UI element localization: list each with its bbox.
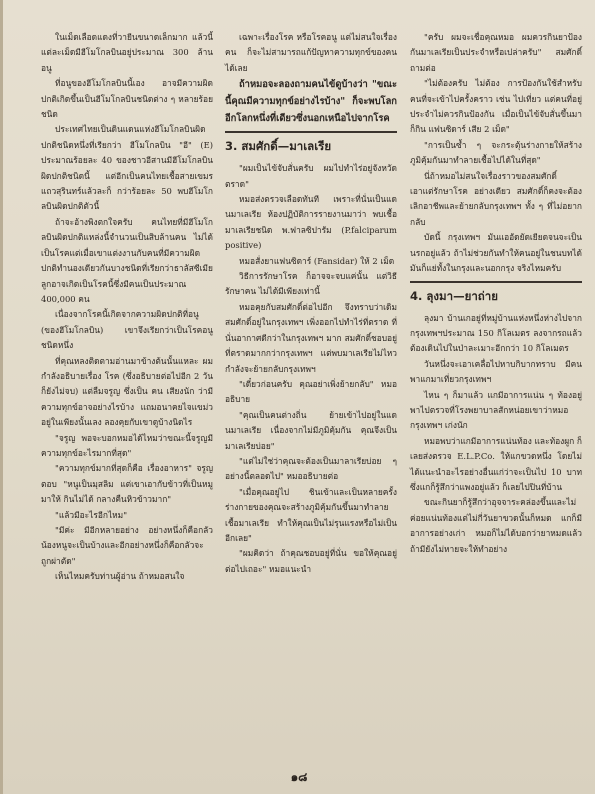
paragraph: "แต่ไม่ใช่ว่าคุณจะต้องเป็นมาลาเรียบ่อย ๆ อย่างนี้ตลอดไป" หมออธิบายต่อ (225, 455, 397, 482)
paragraph: บัดนี้ กรุงเทพฯ มันแออัดยัดเยียดจนจะเป็นนรกอยู่แล้ว ถ้าไม่ช่วยกันทำให้คนอยู่ในชนบทได้ มันก็แย่ทั้งในกรุงและนอกกรุง จริงไหมครับ (410, 232, 582, 274)
paragraph: ถ้าจะอ้างพิงตกใจครับ คนไทยที่มีฮีโมโกลบินผิดปกติแหล่งนี้จำนวนเป็นสิบล้านคน ไม่ได้เป็นโรคแต่เมื่อเขาแต่งงานกับคนที่มีความผิดปกติทำนองเดียวกันบางชนิดที่เรียกว่าธาลัสซีเมีย ลูกอาจเกิดเป็นโรคนี้ซึ่งมีคนเป็นประมาณ 400,000 คน (41, 216, 213, 304)
paragraph: "เดี๋ยวก่อนครับ คุณอย่าเพิ่งย้ายกลับ" หมออธิบาย (225, 378, 397, 405)
pull-quote: ถ้าหมอจะลองถามคนไข้ดูบ้างว่า "ขณะนี้คุณมีความทุกข์อย่างไรบ้าง" ก็จะพบโลกอีกโลกหนึ่งที่เดียวซึ่งนอกเหนือไปจากโรค (225, 79, 397, 125)
paragraph: วิธีการรักษาโรค ก็อาจจะจบแค่นั้น แต่วิธีรักษาคน ไม่ได้มีเพียงเท่านี้ (225, 271, 397, 297)
paragraph: "ไม่ต้องครับ ไม่ต้อง การป้องกันใช้สำหรับคนที่จะเข้าไปครั้งคราว เช่น ไปเที่ยว แต่คนที่อยู่ประจำไม่ควรกินป้องกัน เมื่อเป็นไข้จับสั่นขึ้นมาก็กิน แฟนซิดาร์ เสีย 2 เม็ด" (410, 78, 582, 135)
paragraph: "แล้วมีอะไรอีกไหม" (55, 509, 128, 520)
paragraph: ลุงมา บ้านเกอยู่ที่หมู่บ้านแห่งหนึ่งห่างไปจากกรุงเทพฯประมาณ 150 กิโลเมตร ลงจากรถแล้วต้องเดินไปในป่าละเมาะอีกกว่า 10 กิโลเมตร (410, 312, 582, 354)
paragraph: วันหนึ่งจะเอาเคลื่อไปหาบกิบากทราบ มีคนพาแกมาเที่ยวกรุงเทพฯ (410, 358, 582, 385)
paragraph: ขณะกินยาก็รู้สึกว่าอุจจาระคล่องขึ้นและไม่ค่อยแน่นท้องแต่ไม่กี่วันยาขวดนั้นก็หมด แกก็มีอาการอย่างเก่า หมอก็ไม่ได้บอกว่ายาหมดแล้ว ถ้ามียังไม่หายจะให้ทำอย่าง (410, 497, 582, 554)
paragraph: หมอพบว่าแกมีอาการแน่นท้อง และท้องผูก ก็เลยส่งตรวจ E.L.P.Co. ให้แกขวดหนึ่ง โดยไม่ได้แนะนำอะไรอย่างอื่นแก่ว่าจะเป็นไป 10 บาท ซึ่งแกก็รู้สึกว่าแพงอยู่แล้ว ก็เลยไปปินที่บ้าน (410, 435, 582, 492)
page-number: ๑๘ (290, 770, 308, 784)
paragraph: หมอสั่งยาแฟนซิดาร์ (Fansidar) ให้ 2 เม็ด (239, 255, 395, 266)
paragraph: ในเม็ดเลือดแดงที่วายีนขนาดเล็กมาก แล้วนี้ แต่ละเม็ดมีฮีโมโกลบินอยู่ประมาณ 300 ล้าน อนู (41, 32, 213, 73)
paragraph: ที่อนูของฮีโมโกลบินนี้เอง อาจมีความผิดปกติเกิดขึ้นเป็นฮีโมโกลบินชนิดต่าง ๆ หลายร้อยชนิด (41, 78, 213, 120)
paragraph: ไหน ๆ ก็มาแล้ว แกมีอาการแน่น ๆ ท้องอยู่ พาไปตรวจที่โรงพยาบาลสักหน่อยเขาว่าหมอกรุงเทพฯ เก่งนัก (410, 389, 582, 431)
paragraph: นี่ถ้าหมอไม่สนใจเรื่องราวของสมศักดิ์ เอาแต่รักษาโรค อย่างเดียว สมศักดิ์ก็คงจะต้องเลิกอาชีพและย้ายกลับกรุงเทพฯ ทั้ง ๆ ที่ไม่อยากกลับ (410, 170, 582, 227)
paragraph: "จรูญ พอจะบอกหมอได้ไหมว่าขณะนี้จรูญมีความทุกข์อะไรมากที่สุด" (41, 432, 213, 458)
paragraph: เฉพาะเรื่องโรค หรือโรคอนู แต่ไม่สนใจเรื่องคน ก็จะไม่สามารถแก้ปัญหาความทุกข์ของคนได้เลย (225, 32, 397, 73)
paragraph: ที่คุณหลงติดตามอ่านมาข้างต้นนั้นแหละ ผมกำลังอธิบายเรื่อง โรค (ซึ่งอธิบายต่อไปอีก 2 วันก็ยังไม่จบ) แต่ลืมจรูญ ซึ่งเป็น คน เสียงนัก ว่ามีความทุกข์อาจอย่างไรบ้าง แถมอนาคยไจแขม่วอยู่ในเพียงนั้นเลง ลองคุยกับเขาดูบ้างนิดไร (41, 355, 213, 428)
paragraph: "ครับ ผมจะเชื่อคุณหมอ ผมควรกินยาป้องกันมาเลเรียเป็นประจำหรือเปล่าครับ" สมศักดิ์ถามต่อ (410, 32, 582, 73)
section-heading-4: 4. ลุงมา—ยาถ่าย (410, 281, 582, 305)
paragraph: เนื่องจากโรคนี้เกิดจากความผิดปกติที่อนู (ของฮีโมโกลบิน) เขาจึงเรียกว่าเป็นโรคอนู ชนิดหนึ่ง (41, 309, 213, 351)
paragraph: "ความทุกข์มากที่สุดก็คือ เรื่องอาหาร" จรูญตอบ "หนูเป็นมุสลิม แต่เขาเอากับข้าวที่เป็นหมูมาให้ กินไม่ได้ กลางคืนหิวข้าวมาก" (41, 463, 213, 505)
paragraph: "คุณเป็นคนต่างถิ่น ย้ายเข้าไปอยู่ในแดนมาเลเรีย เนื่องจากไม่มีภูมิคุ้มกัน คุณจึงเป็นมาเลเรียบ่อย" (225, 409, 397, 451)
column-middle (225, 30, 397, 577)
column-right (410, 30, 582, 557)
paragraph: ประเทศไทยเป็นดินแดนแห่งฮีโมโกลบินผิดปกติชนิดหนึ่งที่เรียกว่า ฮีโมโกลบิน "อี" (E) ประมาณร้อยละ 40 ของชาวอีสานมีฮีโมโกลบินผิดปกติชนิดนี้ แต่อีกเป็นคนไทยเชื้อสายเขมรแถวสุรินทร์แล้วละก็ กว่าร้อยละ 50 พบฮีโมโกลบินผิดปกติตัวนี้ (41, 124, 213, 212)
paragraph: หมอคุยกับสมศักดิ์ต่อไปอีก จึงทราบว่าเดิมสมศักดิ์อยู่ในกรุงเทพฯ เพิ่งออกไปทำไร่ที่ตราด ที่นั่นอากาศดีกว่าในกรุงเทพฯ มาก สมศักดิ์ชอบอยู่ที่ตราดมากกว่ากรุงเทพฯ แต่พบมาเลเรียไม่ไหว กำลังจะย้ายกลับกรุงเทพฯ (225, 301, 397, 374)
paragraph: "มีค่ะ มีอีกหลายอย่าง อย่างหนึ่งก็คือกลัวน้องหนูจะเป็นบ้างและอีกอย่างหนึ่งก็คือกลัวจะถูกผ่าตัด" (41, 525, 213, 566)
paragraph: "การเป็นซ้ำ ๆ จะกระตุ้นร่างกายให้สร้างภูมิคุ้มกันมาทำลายเชื้อไปได้ในที่สุด" (410, 139, 582, 166)
paragraph: เห็นไหมครับท่านผู้อ่าน ถ้าหมอสนใจ (55, 571, 185, 582)
paragraph: "ผมคิดว่า ถ้าคุณชอบอยู่ที่นั่น ขอให้คุณอยู่ต่อไปเถอะ" หมอแนะนำ (225, 548, 397, 574)
paragraph: "เมื่อคุณอยู่ไป ชินเข้าและเป็นหลายครั้ง ร่างกายของคุณจะสร้างภูมิคุ้มกันขึ้นมาทำลายเชื้อมาเลเรีย ทำให้คุณเป็นไม่รุนแรงหรือไม่เป็นอีกเลย" (225, 486, 397, 543)
column-left (41, 30, 213, 585)
paragraph: หมอส่งตรวจเลือดทันที เพราะที่นั่นเป็นแดนมาเลเรีย ห้องปฏิบัติการรายงานมาว่า พบเชื้อมาเลเรียชนิด พ.ฟาลซิปารัม (P.falciparum positive) (225, 194, 397, 251)
section-heading-3: 3. สมศักดิ์—มาเลเรีย (225, 131, 397, 155)
paragraph: "ผมเป็นไข้จับสั่นครับ ผมไปทำไร่อยู่จังหวัดตราด" (225, 163, 397, 189)
